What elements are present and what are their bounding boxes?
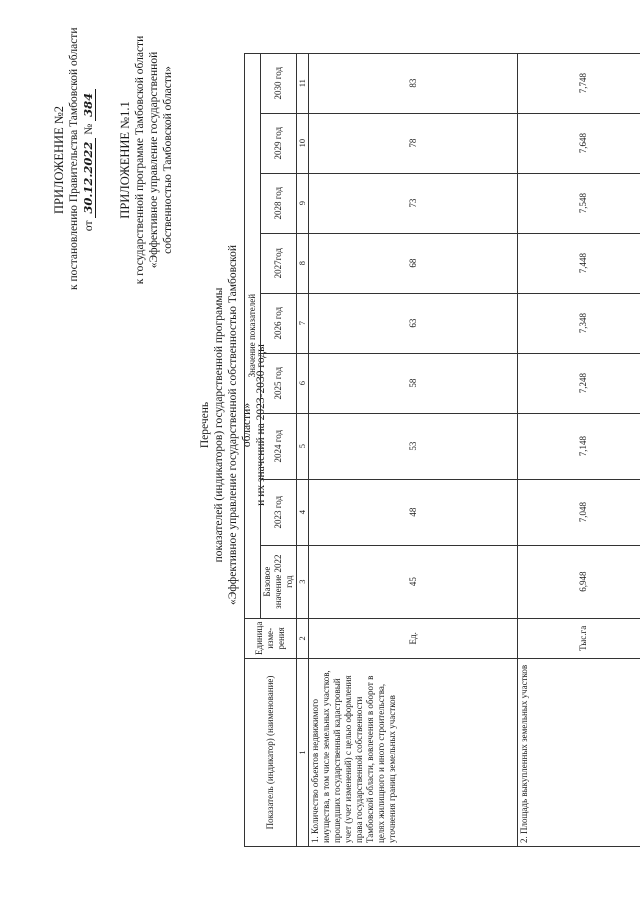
table-row	[309, 53, 518, 846]
header-year: 2027год	[261, 233, 297, 293]
value-cell: 73	[309, 173, 518, 233]
value-cell: 68	[309, 233, 518, 293]
indicators-table	[244, 53, 640, 847]
column-number: 11	[297, 53, 309, 113]
header-unit: Единица изме-рения	[245, 618, 297, 658]
value-cell: 7,348	[518, 293, 640, 353]
table-header-row	[245, 53, 261, 846]
value-cell: 83	[309, 53, 518, 113]
header-year: 2030 год	[261, 53, 297, 113]
value-cell: 78	[309, 113, 518, 173]
appendix-1-1-line2: «Эффективное управление государственной	[148, 51, 160, 269]
title-line3: «Эффективное управление государственной собственностью Тамбовской области»	[227, 245, 253, 605]
value-cell: 7,448	[518, 233, 640, 293]
title-line4: и их значений на 2023-2030 годы	[255, 344, 267, 506]
title-line1: Перечень	[199, 401, 211, 449]
value-cell: 7,648	[518, 113, 640, 173]
column-number-row	[297, 53, 309, 846]
appendix-1-1-line3: собственностью Тамбовской области»	[162, 66, 174, 254]
header-values-group: Значение показателей	[245, 53, 261, 618]
value-cell: 7,048	[518, 479, 640, 545]
header-year: 2024 год	[261, 413, 297, 479]
value-cell: 53	[309, 413, 518, 479]
appendix-header	[52, 27, 96, 290]
base-value-cell: 6,948	[518, 545, 640, 618]
value-cell: 7,248	[518, 353, 640, 413]
indicator-name: 1. Количество объектов недвижимого имущества, в том числе земельных участков, прошедших государственный кадастровый учет (учет изменений) с целью оформления права государственной собственности Тамбовской области, вовлечения в оборот в целях жилищного и иного строительства, уточнения границ земельных участков	[309, 659, 518, 847]
header-year: 2029 год	[261, 113, 297, 173]
column-number: 9	[297, 173, 309, 233]
column-number: 2	[297, 618, 309, 658]
column-number: 8	[297, 233, 309, 293]
column-number: 3	[297, 545, 309, 618]
column-number: 5	[297, 413, 309, 479]
appendix-title: ПРИЛОЖЕНИЕ №2	[52, 105, 66, 215]
header-year: 2026 год	[261, 293, 297, 353]
appendix-1-1-line1: к государственной программе Тамбовской области	[134, 35, 146, 285]
header-indicator: Показатель (индикатор) (наименование)	[245, 659, 297, 847]
header-year: 2023 год	[261, 479, 297, 545]
column-number: 6	[297, 353, 309, 413]
date-prefix: от	[83, 220, 95, 232]
value-cell: 63	[309, 293, 518, 353]
column-number: 4	[297, 479, 309, 545]
indicator-name: 2. Площадь выкупленных земельных участков	[518, 659, 640, 847]
decree-date-number	[81, 30, 96, 290]
value-cell: 7,548	[518, 173, 640, 233]
column-number: 10	[297, 113, 309, 173]
unit-cell: Ед.	[309, 618, 518, 658]
value-cell: 58	[309, 353, 518, 413]
value-cell: 7,148	[518, 413, 640, 479]
column-number: 1	[297, 659, 309, 847]
appendix-1-1-title: ПРИЛОЖЕНИЕ №1.1	[118, 101, 132, 219]
number-prefix: №	[83, 123, 95, 135]
table-row	[518, 53, 640, 846]
decree-reference: к постановлению Правительства Тамбовской области	[68, 27, 80, 290]
appendix-1-1-block	[118, 25, 175, 295]
header-year: 2028 год	[261, 173, 297, 233]
title-line2: показателей (индикаторов) государственной программы	[213, 287, 225, 563]
value-cell: 7,748	[518, 53, 640, 113]
header-base: Базовое значение 2022 год	[261, 545, 297, 618]
decree-date: 30.12.2022	[81, 138, 96, 218]
column-number: 7	[297, 293, 309, 353]
decree-number: 384	[81, 89, 96, 121]
unit-cell: Тыс.га	[518, 618, 640, 658]
value-cell: 48	[309, 479, 518, 545]
header-year: 2025 год	[261, 353, 297, 413]
base-value-cell: 45	[309, 545, 518, 618]
